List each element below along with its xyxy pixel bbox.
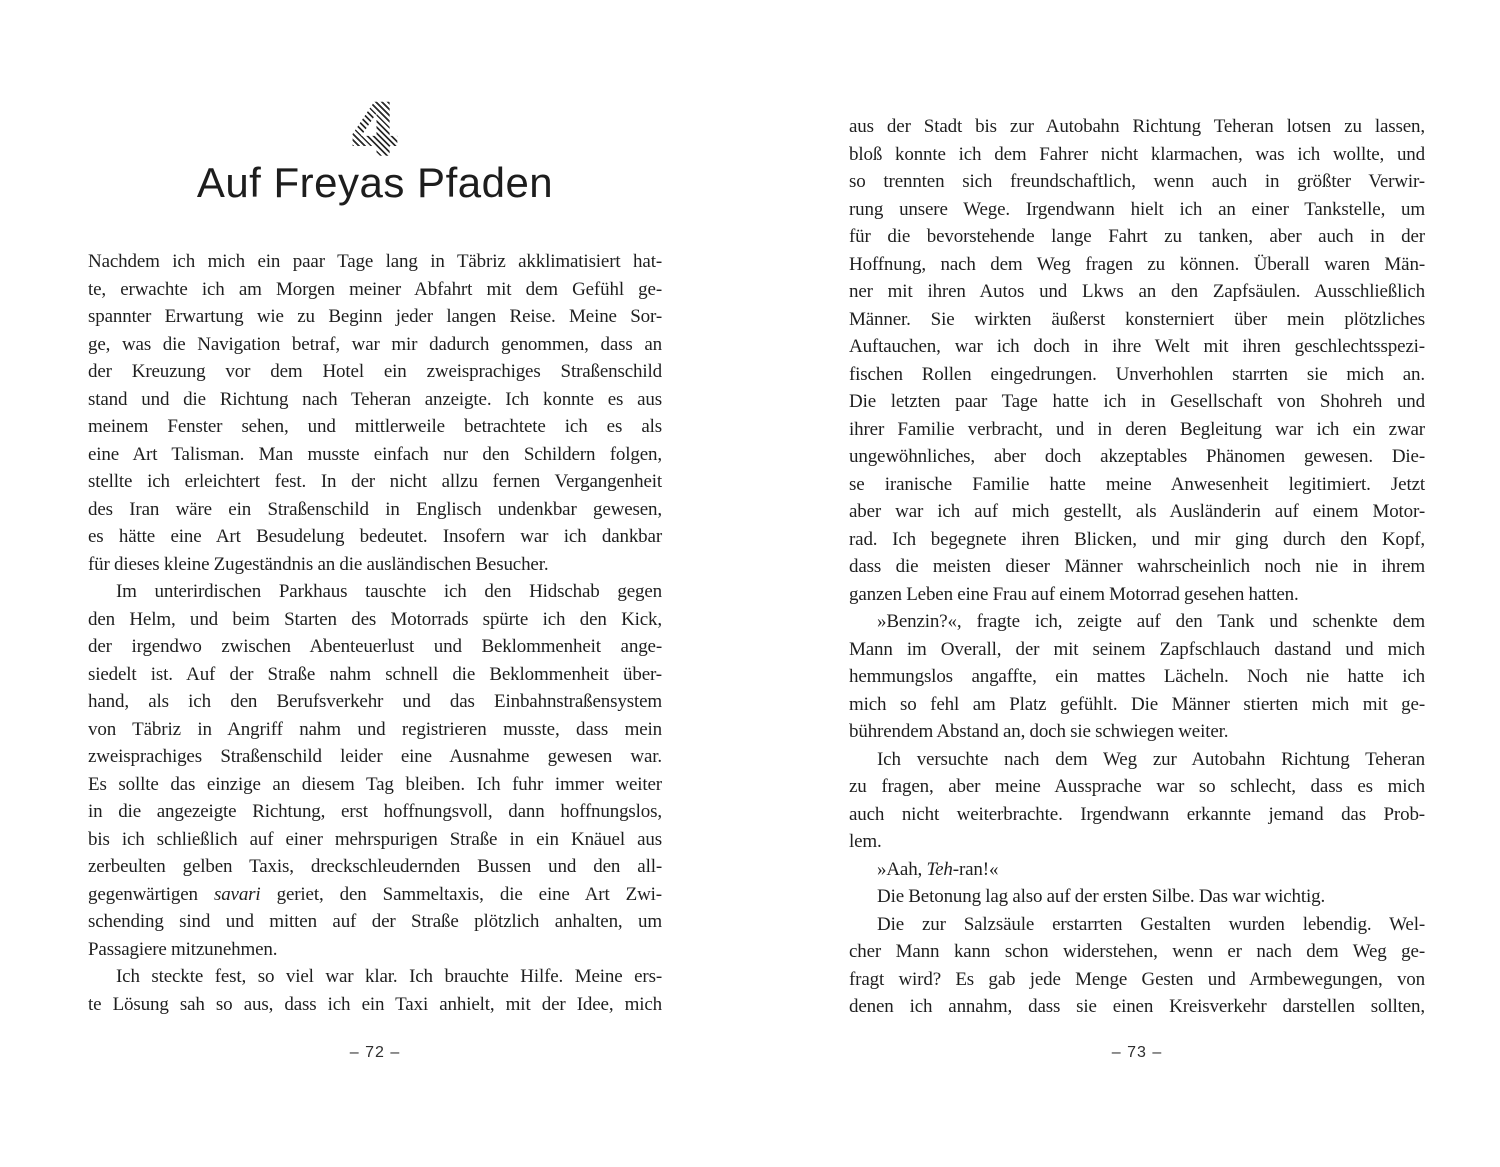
text-line: der Kreuzung vor dem Hotel ein zweisprachiges Straßenschild: [88, 361, 662, 382]
text-line: für dieses kleine Zugeständnis an die ausländischen Besucher.: [88, 553, 549, 575]
left-page-body-text: [88, 248, 662, 1018]
text-line: te Lösung sah so aus, dass ich ein Taxi anhielt, mit der Idee, mich: [88, 993, 662, 1015]
text-line: aus der Stadt bis zur Autobahn Richtung Teheran lotsen zu lassen,: [849, 116, 1425, 137]
text-line: Es sollte das einzige an diesem Tag bleiben. Ich fuhr immer weiter: [88, 773, 662, 795]
page-number-left: – 72 –: [349, 1044, 401, 1061]
text-line: zweisprachiges Straßenschild leider eine Ausnahme gewesen war.: [88, 746, 662, 767]
text-line: Im unterirdischen Parkhaus tauschte ich den Hidschab gegen: [116, 581, 662, 602]
text-line: spannter Erwartung wie zu Beginn jeder langen Reise. Meine Sor-: [88, 306, 662, 327]
text-line: zerbeulten gelben Taxis, dreckschleudernden Bussen und den all-: [88, 856, 662, 877]
book-page-left: [88, 0, 662, 1167]
text-line: Die Betonung lag also auf der ersten Silbe. Das war wichtig.: [877, 886, 1326, 907]
text-line: des Iran wäre ein Straßenschild in Englisch undenkbar gewesen,: [88, 498, 662, 520]
text-line: »Benzin?«, fragte ich, zeigte auf den Tank und schenkte dem: [877, 611, 1425, 632]
text-line: ganzen Leben eine Frau auf einem Motorrad gesehen hatten.: [849, 583, 1299, 605]
text-line: gegenwärtigen savari geriet, den Sammeltaxis, die eine Art Zwi-: [88, 883, 662, 905]
text-line: stellte ich erleichtert fest. In der nicht allzu fernen Vergangenheit: [88, 471, 662, 492]
text-line: in die angezeigte Richtung, erst hoffnungsvoll, dann hoffnungslos,: [88, 801, 662, 822]
text-line: hemmungslos angaffte, ein mattes Lächeln. Noch nie hatte ich: [849, 666, 1425, 687]
text-line: te, erwachte ich am Morgen meiner Abfahrt mit dem Gefühl ge-: [88, 278, 662, 300]
text-line: Männer. Sie wirkten äußerst konsterniert über mein plötzliches: [849, 308, 1425, 330]
text-line: bloß konnte ich dem Fahrer nicht klarmachen, was ich wollte, und: [849, 143, 1425, 165]
text-line: Ich steckte fest, so viel war klar. Ich brauchte Hilfe. Meine ers-: [116, 966, 662, 987]
text-line: stand und die Richtung nach Teheran anzeigte. Ich konnte es aus: [88, 388, 662, 410]
text-line: Auftauchen, war ich doch in ihre Welt mit ihren geschlechtsspezi-: [849, 336, 1425, 357]
text-line: Nachdem ich mich ein paar Tage lang in Täbriz akklimatisiert hat-: [88, 251, 662, 272]
text-line: auch nicht weiterbrachte. Irgendwann erkannte jemand das Prob-: [849, 803, 1425, 825]
book-page-right: [849, 0, 1425, 1167]
text-line: Die zur Salzsäule erstarrten Gestalten wurden lebendig. Wel-: [877, 913, 1425, 935]
text-line: so trennten sich freundschaftlich, wenn auch in größter Verwir-: [849, 171, 1425, 192]
text-line: es hätte eine Art Besudelung bedeutet. Insofern war ich dankbar: [88, 526, 662, 547]
text-line: den Helm, und beim Starten des Motorrads spürte ich den Kick,: [88, 608, 662, 630]
text-line: »Aah, Teh-ran!«: [877, 858, 999, 880]
text-line: ungewöhnliches, aber doch akzeptables Phänomen gewesen. Die-: [849, 446, 1425, 467]
text-line: der irgendwo zwischen Abenteuerlust und Beklommenheit ange-: [88, 636, 662, 657]
text-line: ihrer Familie verbracht, und in deren Begleitung war ich ein zwar: [849, 418, 1425, 440]
chapter-title: Auf Freyas Pfaden: [196, 159, 554, 206]
text-line: cher Mann kann schon widerstehen, wenn er nach dem Weg ge-: [849, 941, 1425, 962]
text-line: von Täbriz in Angriff nahm und registrieren musste, dass mein: [88, 718, 662, 740]
text-line: aber war ich auf mich gestellt, als Ausländerin auf einem Motor-: [849, 501, 1425, 522]
right-page-body-text: [849, 113, 1425, 1021]
text-line: rung unsere Wege. Irgendwann hielt ich an einer Tankstelle, um: [849, 198, 1425, 220]
text-line: bis ich schließlich auf einer mehrspurigen Straße in ein Knäuel aus: [88, 828, 662, 850]
text-line: mich so fehl am Platz gefühlt. Die Männer stierten mich mit ge-: [849, 693, 1425, 715]
text-line: zu fragen, aber meine Aussprache war so schlecht, dass es mich: [849, 776, 1425, 797]
text-line: bührendem Abstand an, doch sie schwiegen weiter.: [849, 721, 1229, 742]
text-line: meinem Fenster sehen, und mittlerweile betrachtete ich es als: [88, 416, 662, 437]
text-line: eine Art Talisman. Man musste einfach nur den Schildern folgen,: [88, 443, 662, 465]
text-line: denen ich annahm, dass sie einen Kreisverkehr darstellen sollten,: [849, 996, 1425, 1017]
text-line: ge, was die Navigation betraf, war mir dadurch genommen, dass an: [88, 333, 662, 355]
text-line: fischen Rollen eingedrungen. Unverhohlen starrten sie mich an.: [849, 363, 1425, 385]
text-line: lem.: [849, 831, 882, 852]
text-line: fragt wird? Es gab jede Menge Gesten und Armbewegungen, von: [849, 968, 1425, 990]
text-line: ner mit ihren Autos und Lkws an den Zapfsäulen. Ausschließlich: [849, 281, 1425, 302]
page-number-right: – 73 –: [1111, 1044, 1163, 1061]
chapter-number: 4: [88, 94, 662, 168]
text-line: für die bevorstehende lange Fahrt zu tanken, aber auch in der: [849, 226, 1425, 247]
text-line: siedelt ist. Auf der Straße nahm schnell die Beklommenheit über-: [88, 663, 662, 685]
text-line: hand, als ich den Berufsverkehr und das Einbahnstraßensystem: [88, 691, 662, 712]
text-line: rad. Ich begegnete ihren Blicken, und mir ging durch den Kopf,: [849, 528, 1425, 550]
text-line: schending sind und mitten auf der Straße plötzlich anhalten, um: [88, 911, 662, 932]
text-line: Mann im Overall, der mit seinem Zapfschlauch dastand und mich: [849, 638, 1425, 660]
text-line: se iranische Familie hatte meine Anwesenheit legitimiert. Jetzt: [849, 473, 1425, 495]
text-line: Passagiere mitzunehmen.: [88, 938, 278, 960]
text-line: Die letzten paar Tage hatte ich in Gesellschaft von Shohreh und: [849, 391, 1425, 412]
text-line: dass die meisten dieser Männer wahrscheinlich noch nie in ihrem: [849, 556, 1425, 577]
text-line: Hoffnung, nach dem Weg fragen zu können. Überall waren Män-: [849, 253, 1425, 275]
text-line: Ich versuchte nach dem Weg zur Autobahn Richtung Teheran: [877, 748, 1425, 770]
